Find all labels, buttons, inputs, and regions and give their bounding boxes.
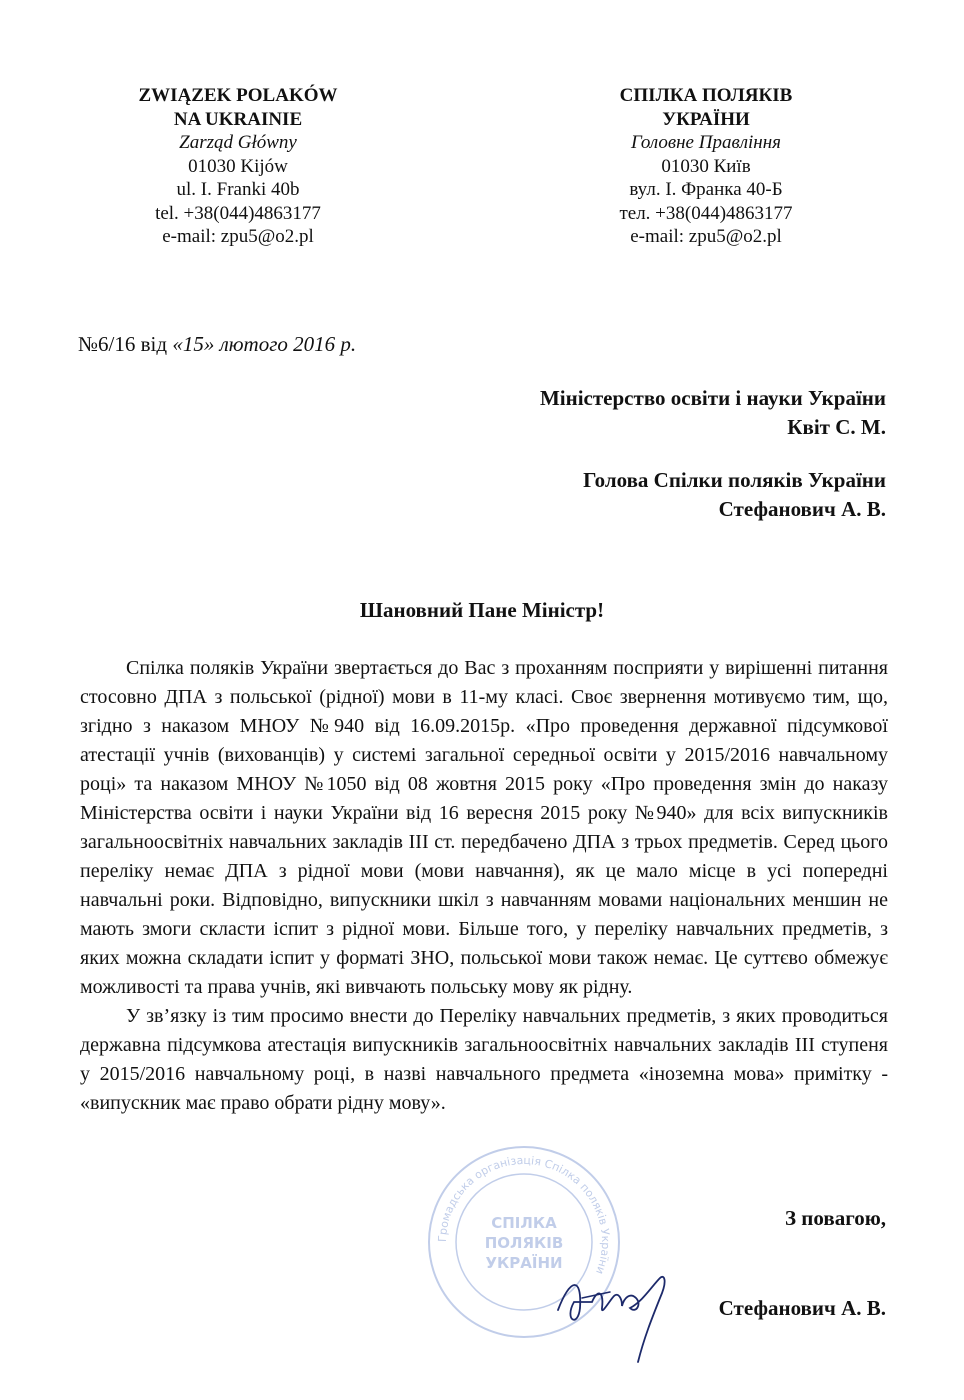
org-city: 01030 Київ <box>661 155 751 177</box>
org-name-line1: СПІЛКА ПОЛЯКІВ <box>619 85 793 106</box>
org-name-line2: УКРАЇНИ <box>662 108 750 130</box>
org-subtitle: Zarząd Główny <box>179 132 297 153</box>
org-name-line2: NA UKRAINIE <box>173 108 303 130</box>
document-number-prefix: №6/16 від <box>78 332 173 356</box>
handwritten-signature <box>552 1258 702 1368</box>
org-email: e-mail: zpu5@o2.pl <box>630 226 782 247</box>
org-email: e-mail: zpu5@o2.pl <box>162 226 314 247</box>
recipient-name: Квіт С. М. <box>787 415 886 439</box>
recipient-organization: Міністерство освіти і науки України <box>539 386 886 410</box>
org-name-line1: ZWIĄZEK POLAKÓW <box>138 85 338 106</box>
letterhead-polish <box>108 84 368 249</box>
closing-phrase: З повагою, <box>784 1206 886 1230</box>
sender-block <box>583 466 886 524</box>
letter-body <box>80 654 888 1118</box>
letterhead-ukrainian <box>576 84 836 249</box>
document-number <box>78 332 356 357</box>
document-date: «15» лютого 2016 р. <box>172 332 357 356</box>
stamp-ring-text: Громадська організація Спілка поляків України <box>435 1153 613 1277</box>
body-paragraph: У зв’язку із тим просимо внести до Переліку навчальних предметів, з яких проводиться державна підсумкова атестація випускників загальноосвітніх навчальних закладів ІІІ ступеня у 2015/2016 навчальному році, в назві навчального предмета «іноземна мова» примітку - «випускник має право обрати рідну мову». <box>80 1005 888 1114</box>
org-street: вул. І. Франка 40-Б <box>629 179 783 200</box>
salutation: Шановний Пане Міністр! <box>359 598 605 622</box>
org-phone: тел. +38(044)4863177 <box>619 202 793 224</box>
stamp-line3: УКРАЇНИ <box>485 1254 563 1272</box>
org-subtitle: Головне Правління <box>631 132 781 153</box>
sender-name: Стефанович А. В. <box>718 497 886 521</box>
stamp-line2: ПОЛЯКІВ <box>484 1234 564 1252</box>
org-city: 01030 Kijów <box>188 155 288 177</box>
body-paragraph: Спілка поляків України звертається до Вас з проханням посприяти у вирішенні питання стосовно ДПА з польської (рідної) мови в 11-му класі. Своє звернення мотивуємо тим, що, згідно з наказом МНОУ №940 від 16.09.2015р. «Про проведення державної підсумкової атестації учнів (вихованців) у системі загальної середньої освіти у 2015/2016 навчальному році» та наказом МНОУ №1050 від 08 жовтня 2015 року «Про проведення змін до наказу Міністерства освіти і науки України від 16 вересня 2015 року №940» для всіх випускників загальноосвітніх навчальних закладів ІІІ ст. передбачено ДПА з трьох предметів. Серед цього переліку немає ДПА з рідної мови (мови навчання), як це мало місце в усі попередні навчальні роки. Відповідно, випускники шкіл з навчанням мовами національних меншин не мають змоги скласти іспит з рідної мови. Більше того, у переліку навчальних предметів, з яких можна складати іспит у форматі ЗНО, польської мови також немає. Це суттєво обмежує можливості та права учнів, які вивчають польську мову як рідну. <box>80 657 888 998</box>
signer-name: Стефанович А. В. <box>718 1296 886 1320</box>
sender-title: Голова Спілки поляків України <box>583 468 886 492</box>
stamp-line1: СПІЛКА <box>491 1214 557 1232</box>
org-street: ul. I. Franki 40b <box>176 179 300 200</box>
org-phone: tel. +38(044)4863177 <box>155 202 321 224</box>
recipient-block <box>540 384 886 442</box>
